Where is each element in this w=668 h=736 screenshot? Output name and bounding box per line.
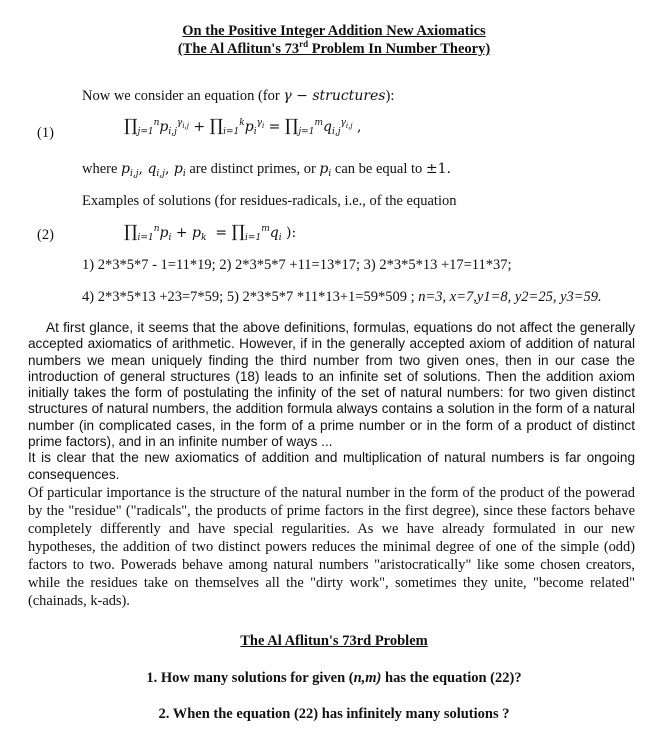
equation-1: $\prod_{j=1}^np_{i,j}^{\gamma_{i,j}}$ + $\prod_{i=1}^kp_i^{\gamma_i}$ = $\prod_{j=1}^mq_{i,j}^{\gamma_{i,j}}$ , <box>124 116 362 137</box>
question-1: 1. How many solutions for given (n,m) has the equation (22)? <box>146 670 522 686</box>
body-paragraph-3 <box>28 484 635 610</box>
paragraph-3: Of particular importance is the structure of the natural number in the form of the product of the powerad by the "residue" ("radicals", the products of prime factors in the first degree), since these factors behave completely differently and have special regularities. As we have already formulated in our new hypotheses, the addition of two distinct powers reduces the minimal degree of one of the simple (odd) factors to two. Powerads behave among natural numbers "aristocratically" like some chosen creators, while the residues take on themselves all the "dirty work", sometimes they unite, "become related" (chainads, k-ads). <box>28 485 635 609</box>
body-paragraphs <box>28 320 635 483</box>
page-subtitle: (The Al Aflitun's 73rd Problem In Number Theory) <box>177 39 491 57</box>
page-title <box>0 22 668 40</box>
solutions-line-2: 4) 2*3*5*13 +23=7*59; 5) 2*3*5*7 *11*13+1=59*509 ; n=3, x=7,y1=8, y2=25, y3=59. <box>82 289 602 305</box>
equation-2: $\prod_{i=1}^np_i + p_k$ = $\prod_{i=1}^mq_i$ ): <box>124 222 297 243</box>
intro-line: Now we consider an equation (for γ − structures): <box>82 88 395 104</box>
title-line1: On the Positive Integer Addition New Axiomatics <box>182 23 486 39</box>
paragraph-1: At first glance, it seems that the above definitions, formulas, equations do not affect the generally accepted axiomatics of arithmetic. However, if in the generally accepted axiom of addition of natural numbers we mean uniquely finding the third number from two given ones, then in our case the introduction of general structures (18) leads to an infinite set of solutions. Then the addition axiom initially takes the form of postulating the infinity of the set of natural numbers: for two given distinct structures of natural numbers, the addition formula always contains a solution in the form of a natural number (in complicated cases, in the form of a prime number or in the form of a product of distinct prime factors), and in an infinite number of ways ... <box>28 320 635 450</box>
solutions-line-1: 1) 2*3*5*7 - 1=11*19; 2) 2*3*5*7 +11=13*17; 3) 2*3*5*13 +17=11*37; <box>82 257 512 273</box>
section-title: The Al Aflitun's 73rd Problem <box>240 633 428 649</box>
where-line: where $p_{i,j}$, $q_{i,j}$, $p_i$ are distinct primes, or $p_i$ can be equal to ±1. <box>82 161 451 179</box>
examples-line: Examples of solutions (for residues-radicals, i.e., of the equation <box>82 193 457 209</box>
question-2: 2. When the equation (22) has infinitely many solutions ? <box>158 706 510 722</box>
paragraph-2: It is clear that the new axiomatics of addition and multiplication of natural numbers is far ongoing consequences. <box>28 450 635 482</box>
equation-number-2: (2) <box>37 227 54 243</box>
equation-number-1: (1) <box>37 125 54 141</box>
